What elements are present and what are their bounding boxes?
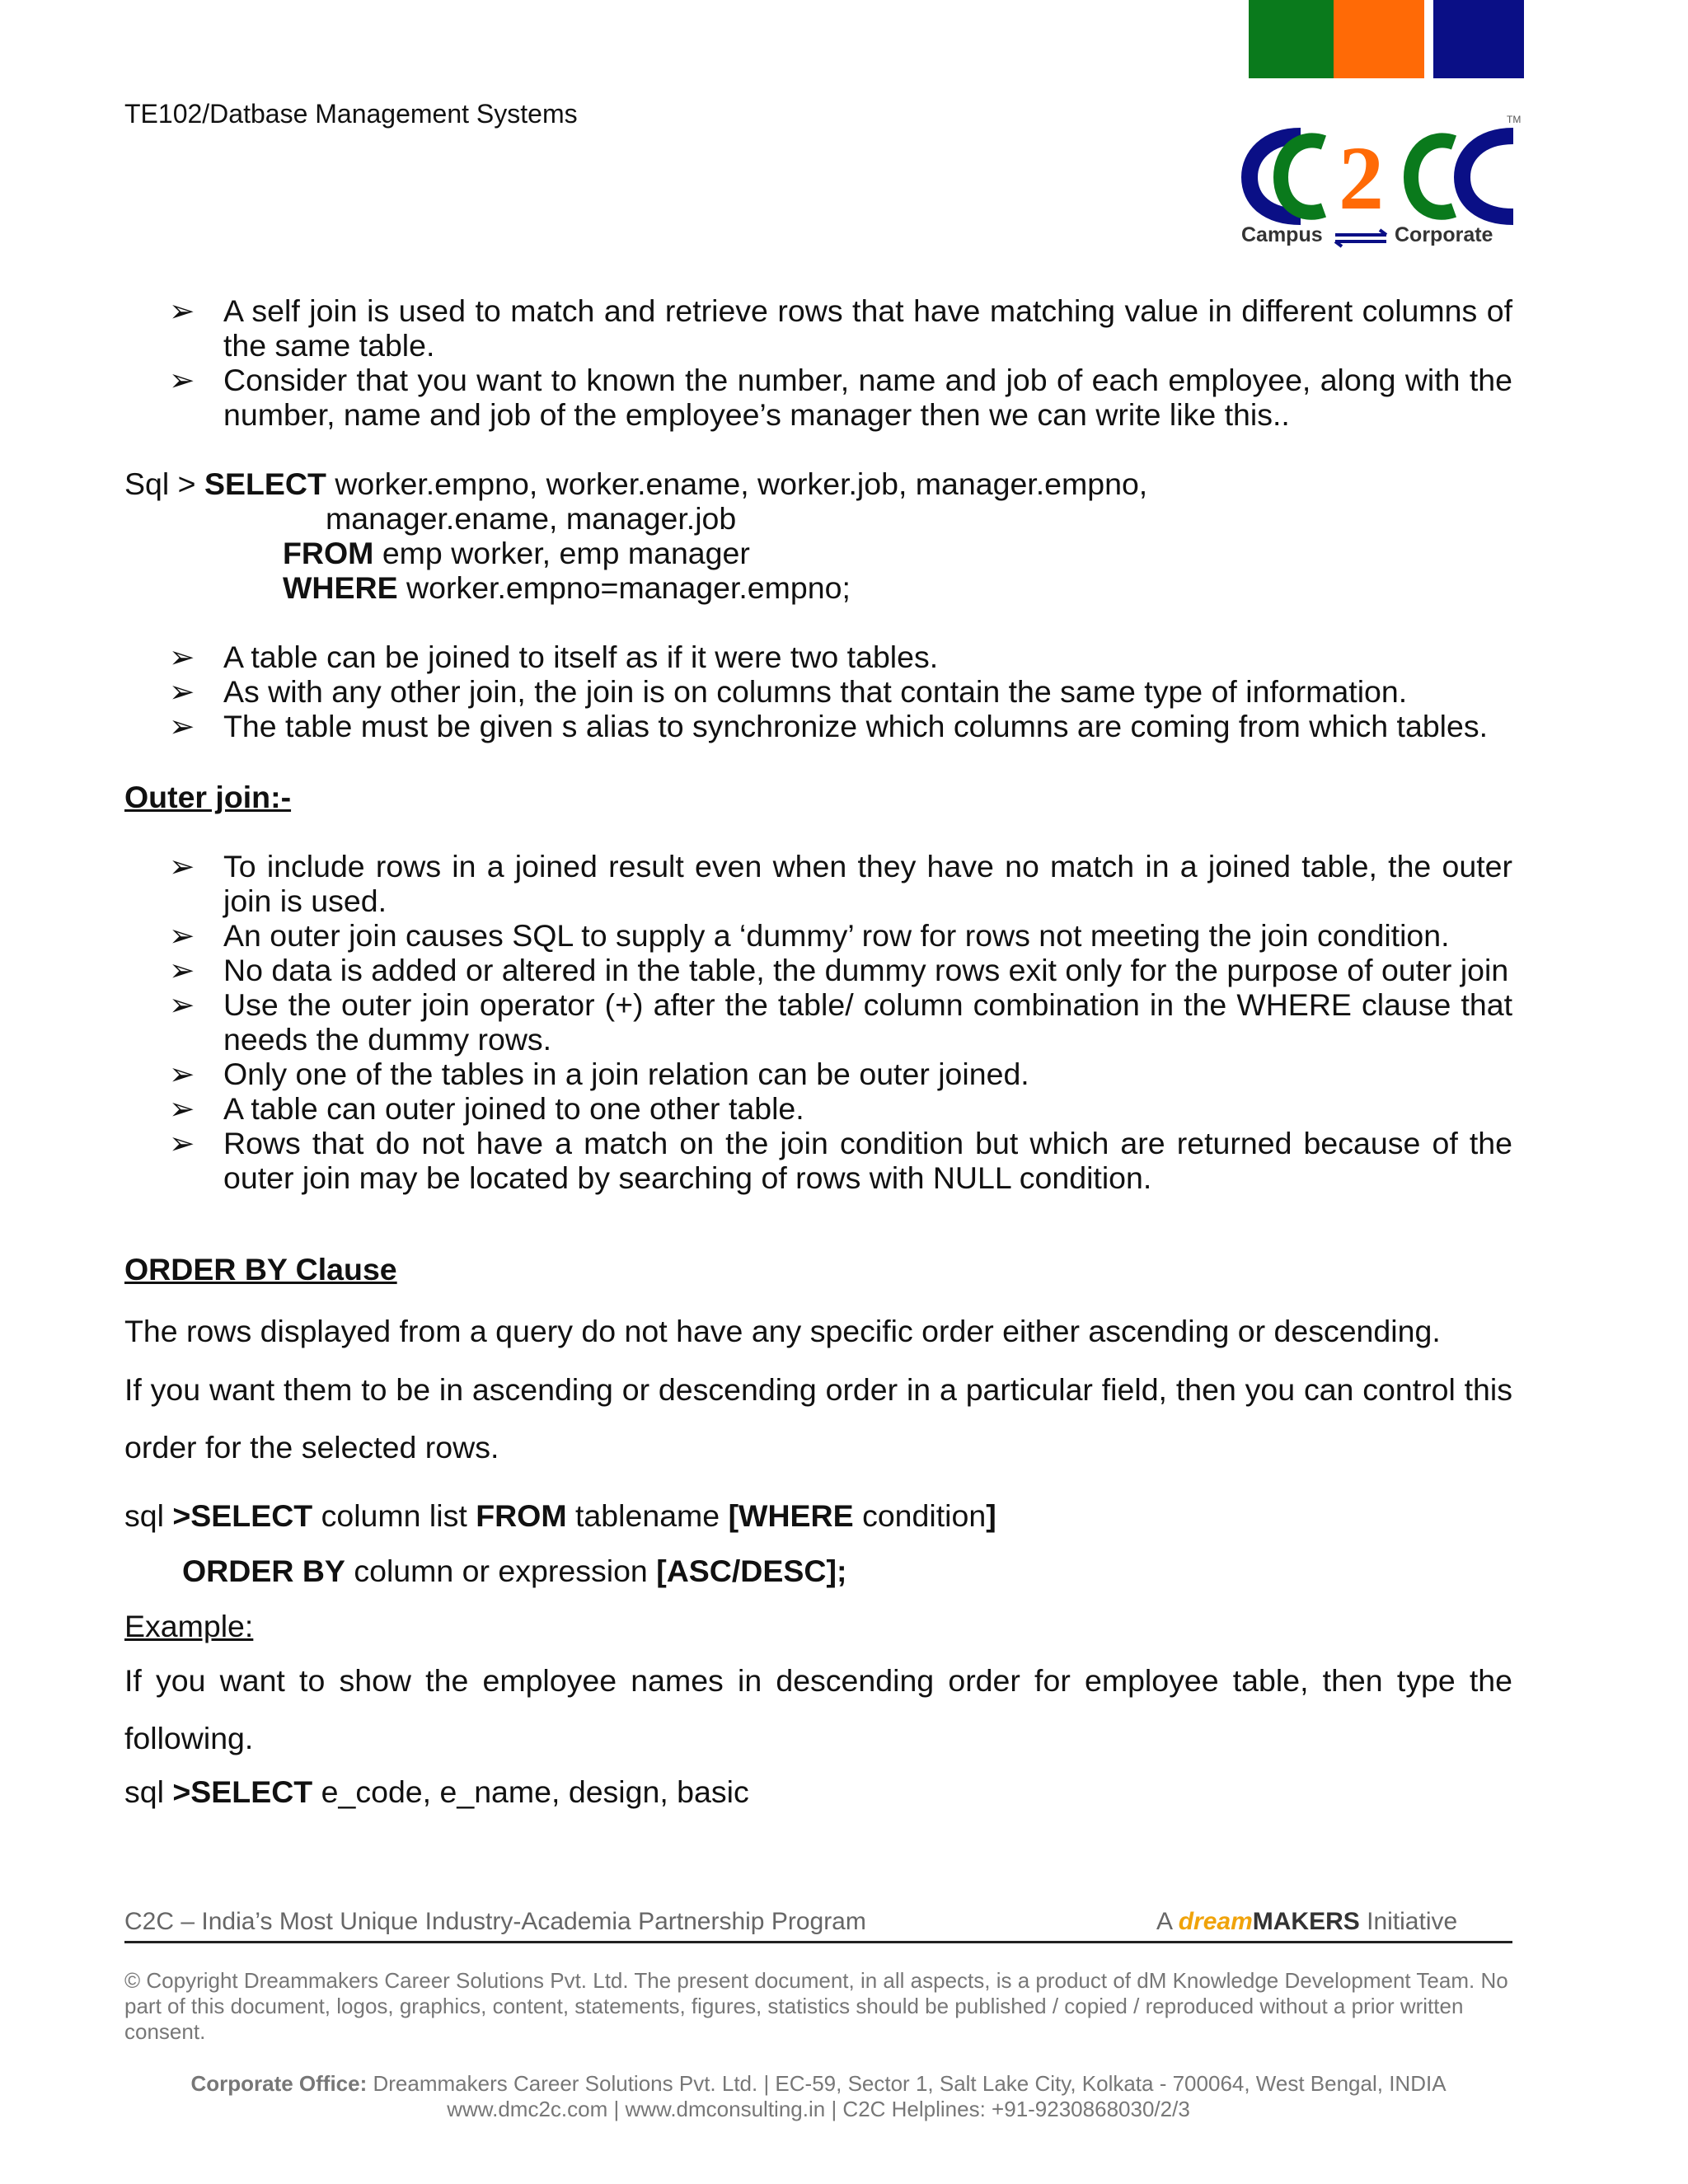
footer-program: C2C – India’s Most Unique Industry-Academia Partnership Program xyxy=(124,1908,866,1935)
footer-divider xyxy=(124,1941,1512,1943)
list-item: ➢ Rows that do not have a match on the join condition but which are returned because of the outer join may be located by searching of rows with NULL condition. xyxy=(169,1126,1512,1195)
corporate-office: Corporate Office: Dreammakers Career Solutions Pvt. Ltd. | EC-59, Sector 1, Salt Lake City, Kolkata - 700064, West Bengal, INDIA www.dmc2c.com | www.dmconsulting.in | C2C Helplines: +91-9230868030/2/3 xyxy=(124,2071,1512,2122)
list-item: ➢ No data is added or altered in the table, the dummy rows exit only for the purpose of outer join xyxy=(169,953,1512,987)
outer-join-bullets xyxy=(169,849,1512,1195)
order-by-para-1: The rows displayed from a query do not have any specific order either ascending or descending. xyxy=(124,1314,1441,1348)
course-title: TE102/Datbase Management Systems xyxy=(124,99,578,129)
list-item: ➢ To include rows in a joined result even when they have no match in a joined table, the outer join is used. xyxy=(169,849,1512,918)
list-item: ➢ A table can outer joined to one other table. xyxy=(169,1091,1512,1126)
sql-select-line-1: Sql > SELECT worker.empno, worker.ename, worker.job, manager.empno, xyxy=(124,466,1148,501)
example-text: If you want to show the employee names in descending order for employee table, then type the following. xyxy=(124,1663,1512,1755)
logo-caption-right: Corporate xyxy=(1395,223,1493,246)
outer-join-heading: Outer join:- xyxy=(124,780,292,814)
svg-text:TM: TM xyxy=(1507,114,1522,125)
list-item: ➢ Use the outer join operator (+) after the table/ column combination in the WHERE clause that needs the dummy rows. xyxy=(169,987,1512,1057)
brand-square-green xyxy=(1249,0,1339,78)
exchange-arrows-icon xyxy=(1335,230,1386,246)
order-by-syntax-line-2: ORDER BY column or expression [ASC/DESC]; xyxy=(182,1554,847,1588)
sql-where-line: WHERE worker.empno=manager.empno; xyxy=(283,570,851,605)
list-item: ➢ As with any other join, the join is on columns that contain the same type of information. xyxy=(169,674,1512,709)
sql-select-line-2: manager.ename, manager.job xyxy=(326,501,737,536)
list-item: ➢ A self join is used to match and retrieve rows that have matching value in different columns of the same table. xyxy=(169,293,1512,363)
footer-initiative: A dreamMAKERS Initiative xyxy=(1156,1908,1458,1935)
list-item: ➢ Only one of the tables in a join relation can be outer joined. xyxy=(169,1057,1512,1091)
logo-two-glyph: 2 xyxy=(1339,128,1384,228)
list-item: ➢ A table can be joined to itself as if it were two tables. xyxy=(169,640,1512,674)
self-join-notes xyxy=(169,640,1512,743)
c2c-logo-graphic xyxy=(1241,111,1530,255)
brand-square-orange xyxy=(1334,0,1424,78)
list-item: ➢ An outer join causes SQL to supply a ‘dummy’ row for rows not meeting the join condition. xyxy=(169,918,1512,953)
sql-from-line: FROM emp worker, emp manager xyxy=(283,536,750,570)
order-by-syntax-line-1: sql >SELECT column list FROM tablename [WHERE condition] xyxy=(124,1498,996,1533)
copyright-notice: © Copyright Dreammakers Career Solutions Pvt. Ltd. The present document, in all aspects, is a product of dM Knowledge Development Team. No part of this document, logos, graphics, content, statements, figures, statistics should be published / copied / reproduced without a prior written consent. xyxy=(124,1968,1508,2044)
order-by-para-2: If you want them to be in ascending or descending order in a particular field, then you can control this order for the selected rows. xyxy=(124,1372,1512,1465)
office-contacts: www.dmc2c.com | www.dmconsulting.in | C2C Helplines: +91-9230868030/2/3 xyxy=(447,2097,1190,2121)
c2c-logo xyxy=(1241,111,1530,255)
example-sql-line: sql >SELECT e_code, e_name, design, basic xyxy=(124,1774,749,1809)
logo-caption-left: Campus xyxy=(1241,223,1323,246)
list-item: ➢ Consider that you want to known the number, name and job of each employee, along with the number, name and job of the employee’s manager then we can write like this.. xyxy=(169,363,1512,432)
self-join-bullets xyxy=(169,293,1512,432)
brand-square-blue xyxy=(1433,0,1524,78)
example-label: Example: xyxy=(124,1609,254,1643)
order-by-heading: ORDER BY Clause xyxy=(124,1252,397,1286)
list-item: ➢ The table must be given s alias to synchronize which columns are coming from which tables. xyxy=(169,709,1512,743)
